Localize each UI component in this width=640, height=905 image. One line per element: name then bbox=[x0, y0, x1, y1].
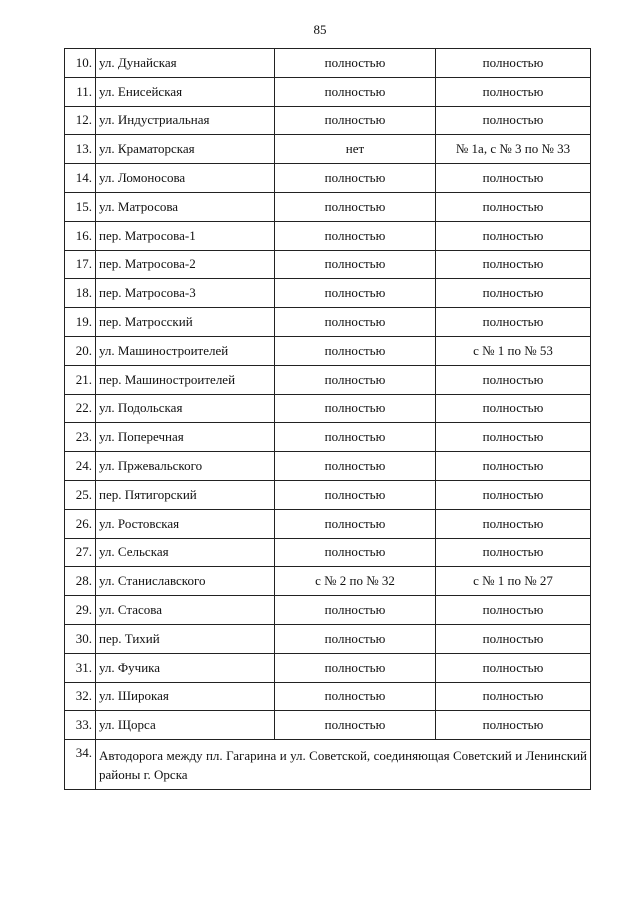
table-row bbox=[65, 452, 591, 481]
status-cell-col2: полностью bbox=[436, 711, 591, 740]
status-cell-col2: полностью bbox=[436, 308, 591, 337]
street-name-cell: пер. Матросова-2 bbox=[96, 250, 275, 279]
street-name-cell: ул. Матросова bbox=[96, 192, 275, 221]
row-number: 26. bbox=[65, 509, 96, 538]
street-name-cell: ул. Краматорская bbox=[96, 135, 275, 164]
table-row bbox=[65, 106, 591, 135]
street-name-cell: ул. Фучика bbox=[96, 653, 275, 682]
street-name-cell: ул. Ростовская bbox=[96, 509, 275, 538]
table-row bbox=[65, 538, 591, 567]
row-number: 32. bbox=[65, 682, 96, 711]
row-description: Автодорога между пл. Гагарина и ул. Советской, соединяющая Советский и Ленинский районы г. Орска bbox=[96, 740, 591, 790]
row-number: 28. bbox=[65, 567, 96, 596]
row-number: 34. bbox=[65, 740, 96, 790]
table-row bbox=[65, 77, 591, 106]
row-number: 31. bbox=[65, 653, 96, 682]
row-number: 10. bbox=[65, 49, 96, 78]
status-cell-col1: полностью bbox=[275, 480, 436, 509]
street-name-cell: ул. Станиславского bbox=[96, 567, 275, 596]
table-row bbox=[65, 567, 591, 596]
table-row bbox=[65, 596, 591, 625]
status-cell-col1: полностью bbox=[275, 452, 436, 481]
row-number: 12. bbox=[65, 106, 96, 135]
status-cell-col1: полностью bbox=[275, 596, 436, 625]
street-name-cell: пер. Машиностроителей bbox=[96, 365, 275, 394]
table-row bbox=[65, 394, 591, 423]
table-row bbox=[65, 221, 591, 250]
status-cell-col1: полностью bbox=[275, 106, 436, 135]
status-cell-col1: полностью bbox=[275, 250, 436, 279]
table-row bbox=[65, 711, 591, 740]
status-cell-col2: полностью bbox=[436, 682, 591, 711]
table-row bbox=[65, 308, 591, 337]
status-cell-col2: полностью bbox=[436, 624, 591, 653]
status-cell-col2: полностью bbox=[436, 509, 591, 538]
row-number: 21. bbox=[65, 365, 96, 394]
status-cell-col2: полностью bbox=[436, 279, 591, 308]
table-row-last bbox=[65, 740, 591, 790]
status-cell-col1: полностью bbox=[275, 192, 436, 221]
status-cell-col2: с № 1 по № 27 bbox=[436, 567, 591, 596]
status-cell-col2: полностью bbox=[436, 480, 591, 509]
row-number: 33. bbox=[65, 711, 96, 740]
row-number: 30. bbox=[65, 624, 96, 653]
street-name-cell: ул. Стасова bbox=[96, 596, 275, 625]
status-cell-col1: полностью bbox=[275, 624, 436, 653]
street-table-body bbox=[65, 49, 591, 790]
status-cell-col1: полностью bbox=[275, 49, 436, 78]
street-name-cell: ул. Щорса bbox=[96, 711, 275, 740]
status-cell-col2: полностью bbox=[436, 452, 591, 481]
row-number: 23. bbox=[65, 423, 96, 452]
street-table bbox=[64, 48, 591, 790]
status-cell-col1: полностью bbox=[275, 538, 436, 567]
row-number: 14. bbox=[65, 164, 96, 193]
status-cell-col2: полностью bbox=[436, 49, 591, 78]
table-row bbox=[65, 135, 591, 164]
table-row bbox=[65, 164, 591, 193]
status-cell-col2: полностью bbox=[436, 538, 591, 567]
status-cell-col1: полностью bbox=[275, 682, 436, 711]
table-row bbox=[65, 192, 591, 221]
status-cell-col1: полностью bbox=[275, 423, 436, 452]
table-row bbox=[65, 336, 591, 365]
row-number: 13. bbox=[65, 135, 96, 164]
street-name-cell: пер. Матросский bbox=[96, 308, 275, 337]
street-name-cell: пер. Матросова-3 bbox=[96, 279, 275, 308]
status-cell-col1: полностью bbox=[275, 336, 436, 365]
table-row bbox=[65, 423, 591, 452]
row-number: 15. bbox=[65, 192, 96, 221]
table-row bbox=[65, 279, 591, 308]
status-cell-col2: полностью bbox=[436, 365, 591, 394]
street-name-cell: ул. Ломоносова bbox=[96, 164, 275, 193]
table-row bbox=[65, 250, 591, 279]
street-name-cell: ул. Дунайская bbox=[96, 49, 275, 78]
status-cell-col2: полностью bbox=[436, 250, 591, 279]
row-number: 24. bbox=[65, 452, 96, 481]
table-row bbox=[65, 480, 591, 509]
table-row bbox=[65, 653, 591, 682]
status-cell-col2: полностью bbox=[436, 77, 591, 106]
status-cell-col2: полностью bbox=[436, 423, 591, 452]
status-cell-col1: полностью bbox=[275, 653, 436, 682]
table-row bbox=[65, 624, 591, 653]
row-number: 20. bbox=[65, 336, 96, 365]
street-name-cell: ул. Подольская bbox=[96, 394, 275, 423]
street-name-cell: ул. Машиностроителей bbox=[96, 336, 275, 365]
street-name-cell: ул. Енисейская bbox=[96, 77, 275, 106]
status-cell-col2: полностью bbox=[436, 394, 591, 423]
row-number: 27. bbox=[65, 538, 96, 567]
status-cell-col2: полностью bbox=[436, 164, 591, 193]
status-cell-col1: полностью bbox=[275, 509, 436, 538]
row-number: 22. bbox=[65, 394, 96, 423]
status-cell-col1: полностью bbox=[275, 394, 436, 423]
status-cell-col1: с № 2 по № 32 bbox=[275, 567, 436, 596]
table-row bbox=[65, 49, 591, 78]
status-cell-col1: полностью bbox=[275, 308, 436, 337]
status-cell-col1: полностью bbox=[275, 365, 436, 394]
status-cell-col2: № 1а, с № 3 по № 33 bbox=[436, 135, 591, 164]
status-cell-col1: полностью bbox=[275, 221, 436, 250]
row-number: 11. bbox=[65, 77, 96, 106]
row-number: 29. bbox=[65, 596, 96, 625]
status-cell-col1: полностью bbox=[275, 164, 436, 193]
row-number: 19. bbox=[65, 308, 96, 337]
street-name-cell: пер. Пятигорский bbox=[96, 480, 275, 509]
street-name-cell: ул. Поперечная bbox=[96, 423, 275, 452]
status-cell-col1: нет bbox=[275, 135, 436, 164]
row-number: 18. bbox=[65, 279, 96, 308]
status-cell-col2: полностью bbox=[436, 192, 591, 221]
street-name-cell: ул. Пржевальского bbox=[96, 452, 275, 481]
page-number: 85 bbox=[313, 22, 327, 37]
status-cell-col1: полностью bbox=[275, 711, 436, 740]
status-cell-col2: полностью bbox=[436, 221, 591, 250]
status-cell-col1: полностью bbox=[275, 279, 436, 308]
street-name-cell: ул. Индустриальная bbox=[96, 106, 275, 135]
status-cell-col2: полностью bbox=[436, 653, 591, 682]
street-name-cell: пер. Матросова-1 bbox=[96, 221, 275, 250]
row-number: 25. bbox=[65, 480, 96, 509]
street-name-cell: ул. Широкая bbox=[96, 682, 275, 711]
street-name-cell: пер. Тихий bbox=[96, 624, 275, 653]
table-row bbox=[65, 509, 591, 538]
row-number: 16. bbox=[65, 221, 96, 250]
table-row bbox=[65, 682, 591, 711]
status-cell-col1: полностью bbox=[275, 77, 436, 106]
status-cell-col2: с № 1 по № 53 bbox=[436, 336, 591, 365]
row-number: 17. bbox=[65, 250, 96, 279]
street-name-cell: ул. Сельская bbox=[96, 538, 275, 567]
status-cell-col2: полностью bbox=[436, 106, 591, 135]
status-cell-col2: полностью bbox=[436, 596, 591, 625]
table-row bbox=[65, 365, 591, 394]
